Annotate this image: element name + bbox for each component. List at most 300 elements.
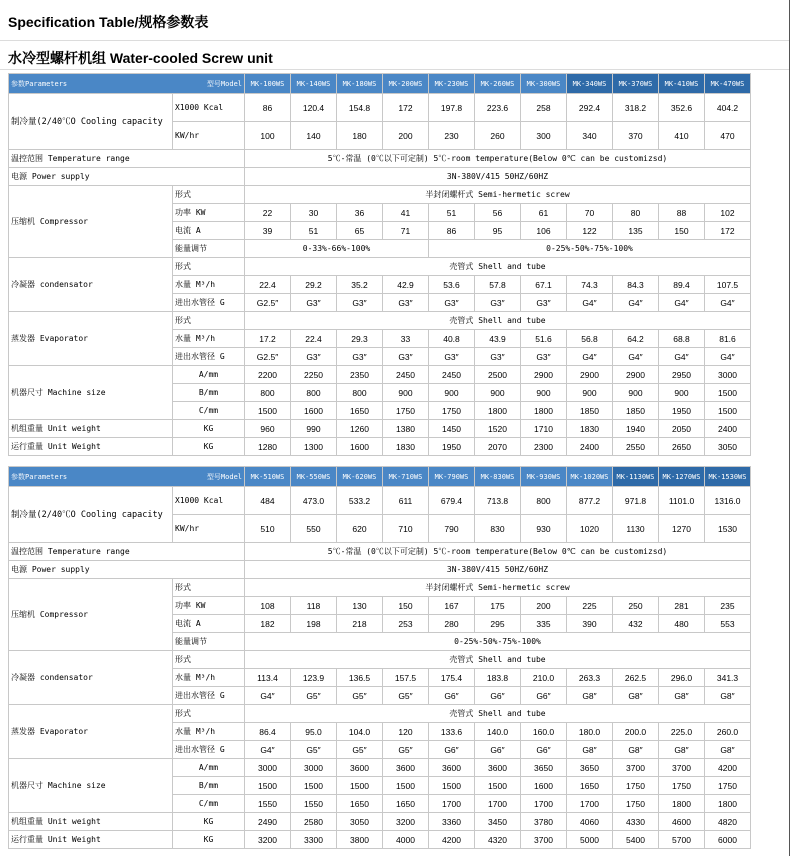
run-weight-value: 3300 xyxy=(291,831,337,849)
size-c-value: 1550 xyxy=(291,795,337,813)
unit-weight-value: 1450 xyxy=(429,420,475,438)
evaporator-water-value: 86.4 xyxy=(245,723,291,741)
water-flow-label: 水量 M³/h xyxy=(173,276,245,294)
size-a-value: 3600 xyxy=(337,759,383,777)
kcal-unit: X1000 Kcal xyxy=(173,487,245,515)
unit-weight-value: 1520 xyxy=(475,420,521,438)
compressor-form-value: 半封闭螺杆式 Semi-hermetic screw xyxy=(245,579,751,597)
size-b-value: 1500 xyxy=(291,777,337,795)
model-header: MK-340WS xyxy=(567,74,613,94)
divider xyxy=(0,40,790,41)
condenser-pipe-value: G8″ xyxy=(613,687,659,705)
size-a-value: 4200 xyxy=(705,759,751,777)
condenser-pipe-value: G8″ xyxy=(567,687,613,705)
model-header: MK-930WS xyxy=(521,467,567,487)
page-edge-line xyxy=(789,0,790,856)
size-b-value: 1750 xyxy=(705,777,751,795)
condenser-pipe-value: G3″ xyxy=(383,294,429,312)
size-b-value: 1650 xyxy=(567,777,613,795)
kcal-value: 1101.0 xyxy=(659,487,705,515)
evaporator-pipe-value: G6″ xyxy=(475,741,521,759)
condenser-pipe-value: G4″ xyxy=(659,294,705,312)
kw-value: 470 xyxy=(705,122,751,150)
kw-value: 510 xyxy=(245,515,291,543)
size-a-value: 2900 xyxy=(613,366,659,384)
pipe-dia-label: 进出水管径 G xyxy=(173,294,245,312)
compressor-current-value: 335 xyxy=(521,615,567,633)
compressor-power-value: 150 xyxy=(383,597,429,615)
temp-range-label: 温控范围 Temperature range xyxy=(9,150,245,168)
run-weight-label: 运行重量 Unit Weight xyxy=(9,831,173,849)
cooling-capacity-label: 制冷量(2/40℃O Cooling capacity xyxy=(9,94,173,150)
capacity-adj-value: 0-25%-50%-75%-100% xyxy=(429,240,751,258)
condenser-pipe-value: G2.5″ xyxy=(245,294,291,312)
condenser-pipe-value: G5″ xyxy=(337,687,383,705)
current-a-label: 电流 A xyxy=(173,615,245,633)
run-weight-value: 2400 xyxy=(567,438,613,456)
power-supply-value: 3N-380V/415 50HZ/60HZ xyxy=(245,561,751,579)
evaporator-water-value: 104.0 xyxy=(337,723,383,741)
unit-weight-value: 3050 xyxy=(337,813,383,831)
size-a-value: 3000 xyxy=(245,759,291,777)
kcal-value: 679.4 xyxy=(429,487,475,515)
size-c-value: 1550 xyxy=(245,795,291,813)
compressor-power-value: 167 xyxy=(429,597,475,615)
condenser-pipe-value: G6″ xyxy=(521,687,567,705)
machine-size-label: 机器尺寸 Machine size xyxy=(9,759,173,813)
evaporator-water-value: 17.2 xyxy=(245,330,291,348)
size-b-value: 1500 xyxy=(383,777,429,795)
compressor-label: 压缩机 Compressor xyxy=(9,579,173,651)
unit-weight-value: 990 xyxy=(291,420,337,438)
size-b-value: 800 xyxy=(291,384,337,402)
size-a-value: 3600 xyxy=(429,759,475,777)
condenser-form-value: 壳管式 Shell and tube xyxy=(245,651,751,669)
power-supply-label: 电源 Power supply xyxy=(9,561,245,579)
evaporator-water-value: 33 xyxy=(383,330,429,348)
kw-value: 1130 xyxy=(613,515,659,543)
run-weight-value: 4000 xyxy=(383,831,429,849)
condenser-pipe-value: G6″ xyxy=(475,687,521,705)
kcal-value: 877.2 xyxy=(567,487,613,515)
run-weight-value: 1600 xyxy=(337,438,383,456)
run-weight-value: 3700 xyxy=(521,831,567,849)
evaporator-pipe-value: G3″ xyxy=(337,348,383,366)
size-b-value: 1500 xyxy=(705,384,751,402)
kg-unit: KG xyxy=(173,813,245,831)
kw-value: 340 xyxy=(567,122,613,150)
water-flow-label: 水量 M³/h xyxy=(173,330,245,348)
evaporator-pipe-value: G8″ xyxy=(705,741,751,759)
evaporator-label: 蒸发器 Evaporator xyxy=(9,705,173,759)
pipe-dia-label: 进出水管径 G xyxy=(173,348,245,366)
size-a-value: 2500 xyxy=(475,366,521,384)
compressor-power-value: 281 xyxy=(659,597,705,615)
kcal-value: 713.8 xyxy=(475,487,521,515)
compressor-current-value: 150 xyxy=(659,222,705,240)
compressor-current-value: 390 xyxy=(567,615,613,633)
header-params-model xyxy=(9,74,245,94)
evaporator-pipe-value: G4″ xyxy=(659,348,705,366)
evaporator-pipe-value: G3″ xyxy=(521,348,567,366)
spec-table-1 xyxy=(8,73,751,456)
compressor-current-value: 295 xyxy=(475,615,521,633)
run-weight-value: 5700 xyxy=(659,831,705,849)
kw-value: 710 xyxy=(383,515,429,543)
section-title: 水冷型螺杆机组 Water-cooled Screw unit xyxy=(8,50,273,66)
kw-value: 200 xyxy=(383,122,429,150)
header-params-model xyxy=(9,467,245,487)
kcal-value: 533.2 xyxy=(337,487,383,515)
kw-value: 620 xyxy=(337,515,383,543)
size-a-value: 2900 xyxy=(567,366,613,384)
unit-weight-value: 4060 xyxy=(567,813,613,831)
condenser-water-value: 296.0 xyxy=(659,669,705,687)
power-kw-label: 功率 KW xyxy=(173,204,245,222)
size-c-value: 1650 xyxy=(337,795,383,813)
kw-value: 180 xyxy=(337,122,383,150)
temp-range-value: 5℃-常温 (0℃以下可定制) 5℃-room temperature(Below 0℃ can be customizsd) xyxy=(245,543,751,561)
evaporator-pipe-value: G4″ xyxy=(613,348,659,366)
evaporator-water-value: 40.8 xyxy=(429,330,475,348)
size-b-value: 1500 xyxy=(245,777,291,795)
size-c-value: 1500 xyxy=(245,402,291,420)
model-header: MK-230WS xyxy=(429,74,475,94)
size-c-value: 1600 xyxy=(291,402,337,420)
pipe-dia-label: 进出水管径 G xyxy=(173,687,245,705)
kw-value: 790 xyxy=(429,515,475,543)
size-c-value: 1500 xyxy=(705,402,751,420)
compressor-power-value: 102 xyxy=(705,204,751,222)
compressor-power-value: 88 xyxy=(659,204,705,222)
evaporator-pipe-value: G5″ xyxy=(383,741,429,759)
size-c-value: 1850 xyxy=(613,402,659,420)
size-a-value: 2200 xyxy=(245,366,291,384)
run-weight-value: 1280 xyxy=(245,438,291,456)
header-model-label: 型号Model xyxy=(206,472,242,481)
a-mm-label: A/mm xyxy=(173,759,245,777)
size-c-value: 1700 xyxy=(567,795,613,813)
compressor-power-value: 250 xyxy=(613,597,659,615)
kcal-value: 154.8 xyxy=(337,94,383,122)
size-a-value: 2900 xyxy=(521,366,567,384)
condenser-water-value: 107.5 xyxy=(705,276,751,294)
form-label: 形式 xyxy=(173,651,245,669)
condenser-water-value: 123.9 xyxy=(291,669,337,687)
kg-unit: KG xyxy=(173,420,245,438)
evaporator-pipe-value: G6″ xyxy=(429,741,475,759)
unit-weight-value: 960 xyxy=(245,420,291,438)
compressor-current-value: 122 xyxy=(567,222,613,240)
kcal-value: 484 xyxy=(245,487,291,515)
size-c-value: 1750 xyxy=(613,795,659,813)
run-weight-value: 3200 xyxy=(245,831,291,849)
evaporator-pipe-value: G3″ xyxy=(429,348,475,366)
temp-range-label: 温控范围 Temperature range xyxy=(9,543,245,561)
unit-weight-value: 2400 xyxy=(705,420,751,438)
compressor-power-value: 175 xyxy=(475,597,521,615)
capacity-adj-label: 能量调节 xyxy=(173,633,245,651)
kw-value: 300 xyxy=(521,122,567,150)
size-b-value: 1600 xyxy=(521,777,567,795)
kcal-value: 120.4 xyxy=(291,94,337,122)
evaporator-water-value: 22.4 xyxy=(291,330,337,348)
unit-weight-label: 机组重量 Unit weight xyxy=(9,813,173,831)
form-label: 形式 xyxy=(173,312,245,330)
form-label: 形式 xyxy=(173,186,245,204)
condenser-pipe-value: G4″ xyxy=(613,294,659,312)
kcal-value: 86 xyxy=(245,94,291,122)
compressor-current-value: 65 xyxy=(337,222,383,240)
kw-value: 1270 xyxy=(659,515,705,543)
kcal-value: 800 xyxy=(521,487,567,515)
size-b-value: 1750 xyxy=(659,777,705,795)
compressor-power-value: 130 xyxy=(337,597,383,615)
size-a-value: 3600 xyxy=(383,759,429,777)
kcal-unit: X1000 Kcal xyxy=(173,94,245,122)
condenser-water-value: 262.5 xyxy=(613,669,659,687)
power-supply-value: 3N-380V/415 50HZ/60HZ xyxy=(245,168,751,186)
condenser-label: 冷凝器 condensator xyxy=(9,258,173,312)
compressor-current-value: 95 xyxy=(475,222,521,240)
evaporator-pipe-value: G5″ xyxy=(337,741,383,759)
compressor-power-value: 80 xyxy=(613,204,659,222)
size-b-value: 1500 xyxy=(475,777,521,795)
condenser-water-value: 157.5 xyxy=(383,669,429,687)
compressor-current-value: 86 xyxy=(429,222,475,240)
kw-value: 550 xyxy=(291,515,337,543)
kw-value: 1020 xyxy=(567,515,613,543)
size-c-value: 1800 xyxy=(659,795,705,813)
size-a-value: 2950 xyxy=(659,366,705,384)
compressor-current-value: 253 xyxy=(383,615,429,633)
size-b-value: 800 xyxy=(337,384,383,402)
header-params-label: 参数Parameters xyxy=(11,79,68,88)
compressor-power-value: 225 xyxy=(567,597,613,615)
size-b-value: 900 xyxy=(567,384,613,402)
unit-weight-value: 3200 xyxy=(383,813,429,831)
condenser-pipe-value: G4″ xyxy=(245,687,291,705)
evaporator-pipe-value: G5″ xyxy=(291,741,337,759)
evaporator-water-value: 180.0 xyxy=(567,723,613,741)
kw-value: 930 xyxy=(521,515,567,543)
compressor-current-value: 172 xyxy=(705,222,751,240)
size-c-value: 1750 xyxy=(429,402,475,420)
condenser-water-value: 84.3 xyxy=(613,276,659,294)
compressor-power-value: 30 xyxy=(291,204,337,222)
model-header: MK-1270WS xyxy=(659,467,705,487)
evaporator-water-value: 56.8 xyxy=(567,330,613,348)
unit-weight-value: 3360 xyxy=(429,813,475,831)
kcal-value: 197.8 xyxy=(429,94,475,122)
unit-weight-value: 2050 xyxy=(659,420,705,438)
size-a-value: 2450 xyxy=(383,366,429,384)
header-model-label: 型号Model xyxy=(206,79,242,88)
unit-weight-value: 4600 xyxy=(659,813,705,831)
compressor-current-value: 218 xyxy=(337,615,383,633)
condenser-label: 冷凝器 condensator xyxy=(9,651,173,705)
size-b-value: 1750 xyxy=(613,777,659,795)
c-mm-label: C/mm xyxy=(173,795,245,813)
size-a-value: 2350 xyxy=(337,366,383,384)
compressor-power-value: 118 xyxy=(291,597,337,615)
compressor-current-value: 51 xyxy=(291,222,337,240)
compressor-current-value: 182 xyxy=(245,615,291,633)
run-weight-value: 4200 xyxy=(429,831,475,849)
evaporator-water-value: 200.0 xyxy=(613,723,659,741)
model-header: MK-470WS xyxy=(705,74,751,94)
size-b-value: 1500 xyxy=(337,777,383,795)
unit-weight-value: 3780 xyxy=(521,813,567,831)
size-b-value: 900 xyxy=(659,384,705,402)
evaporator-water-value: 120 xyxy=(383,723,429,741)
size-c-value: 1700 xyxy=(429,795,475,813)
condenser-water-value: 341.3 xyxy=(705,669,751,687)
kcal-value: 223.6 xyxy=(475,94,521,122)
compressor-power-value: 61 xyxy=(521,204,567,222)
kg-unit: KG xyxy=(173,438,245,456)
unit-weight-value: 4820 xyxy=(705,813,751,831)
b-mm-label: B/mm xyxy=(173,384,245,402)
condenser-pipe-value: G3″ xyxy=(337,294,383,312)
run-weight-value: 2070 xyxy=(475,438,521,456)
condenser-water-value: 29.2 xyxy=(291,276,337,294)
evaporator-water-value: 68.8 xyxy=(659,330,705,348)
condenser-pipe-value: G4″ xyxy=(705,294,751,312)
evaporator-pipe-value: G3″ xyxy=(475,348,521,366)
size-b-value: 800 xyxy=(245,384,291,402)
compressor-power-value: 70 xyxy=(567,204,613,222)
size-a-value: 3600 xyxy=(475,759,521,777)
condenser-pipe-value: G3″ xyxy=(475,294,521,312)
capacity-adj-value: 0-33%-66%-100% xyxy=(245,240,429,258)
header-params-label: 参数Parameters xyxy=(11,472,68,481)
size-b-value: 900 xyxy=(383,384,429,402)
run-weight-value: 2550 xyxy=(613,438,659,456)
unit-weight-value: 2580 xyxy=(291,813,337,831)
kcal-value: 1316.0 xyxy=(705,487,751,515)
condenser-pipe-value: G8″ xyxy=(659,687,705,705)
model-header: MK-710WS xyxy=(383,467,429,487)
condenser-pipe-value: G8″ xyxy=(705,687,751,705)
condenser-water-value: 42.9 xyxy=(383,276,429,294)
kw-unit: KW/hr xyxy=(173,122,245,150)
evaporator-water-value: 133.6 xyxy=(429,723,475,741)
kw-value: 830 xyxy=(475,515,521,543)
kcal-value: 258 xyxy=(521,94,567,122)
compressor-current-value: 480 xyxy=(659,615,705,633)
condenser-pipe-value: G3″ xyxy=(429,294,475,312)
condenser-form-value: 壳管式 Shell and tube xyxy=(245,258,751,276)
size-a-value: 3650 xyxy=(567,759,613,777)
evaporator-water-value: 29.3 xyxy=(337,330,383,348)
unit-weight-value: 1260 xyxy=(337,420,383,438)
run-weight-value: 1950 xyxy=(429,438,475,456)
unit-weight-value: 3450 xyxy=(475,813,521,831)
condenser-water-value: 53.6 xyxy=(429,276,475,294)
power-kw-label: 功率 KW xyxy=(173,597,245,615)
evaporator-pipe-value: G4″ xyxy=(567,348,613,366)
size-c-value: 1750 xyxy=(383,402,429,420)
condenser-water-value: 113.4 xyxy=(245,669,291,687)
unit-weight-value: 2490 xyxy=(245,813,291,831)
model-header: MK-510WS xyxy=(245,467,291,487)
kw-value: 410 xyxy=(659,122,705,150)
model-header: MK-300WS xyxy=(521,74,567,94)
compressor-current-value: 71 xyxy=(383,222,429,240)
model-header: MK-1020WS xyxy=(567,467,613,487)
condenser-pipe-value: G6″ xyxy=(429,687,475,705)
evaporator-water-value: 260.0 xyxy=(705,723,751,741)
divider xyxy=(0,69,790,70)
water-flow-label: 水量 M³/h xyxy=(173,723,245,741)
run-weight-value: 6000 xyxy=(705,831,751,849)
size-c-value: 1650 xyxy=(383,795,429,813)
compressor-current-value: 135 xyxy=(613,222,659,240)
size-b-value: 1500 xyxy=(429,777,475,795)
size-c-value: 1700 xyxy=(521,795,567,813)
size-c-value: 1800 xyxy=(521,402,567,420)
cooling-capacity-label: 制冷量(2/40℃O Cooling capacity xyxy=(9,487,173,543)
compressor-current-value: 198 xyxy=(291,615,337,633)
unit-weight-value: 4330 xyxy=(613,813,659,831)
kcal-value: 352.6 xyxy=(659,94,705,122)
compressor-current-value: 553 xyxy=(705,615,751,633)
condenser-pipe-value: G3″ xyxy=(521,294,567,312)
kcal-value: 318.2 xyxy=(613,94,659,122)
size-b-value: 900 xyxy=(521,384,567,402)
run-weight-value: 2300 xyxy=(521,438,567,456)
compressor-power-value: 56 xyxy=(475,204,521,222)
size-c-value: 1800 xyxy=(705,795,751,813)
compressor-power-value: 22 xyxy=(245,204,291,222)
run-weight-value: 4320 xyxy=(475,831,521,849)
size-a-value: 3650 xyxy=(521,759,567,777)
page-title: Specification Table/规格参数表 xyxy=(8,14,209,30)
evaporator-pipe-value: G8″ xyxy=(659,741,705,759)
size-b-value: 900 xyxy=(475,384,521,402)
b-mm-label: B/mm xyxy=(173,777,245,795)
model-header: MK-1530WS xyxy=(705,467,751,487)
unit-weight-value: 1380 xyxy=(383,420,429,438)
model-header: MK-620WS xyxy=(337,467,383,487)
condenser-water-value: 263.3 xyxy=(567,669,613,687)
kw-value: 1530 xyxy=(705,515,751,543)
run-weight-value: 1300 xyxy=(291,438,337,456)
model-header: MK-830WS xyxy=(475,467,521,487)
size-c-value: 1650 xyxy=(337,402,383,420)
evaporator-water-value: 64.2 xyxy=(613,330,659,348)
kw-value: 370 xyxy=(613,122,659,150)
kw-value: 230 xyxy=(429,122,475,150)
kcal-value: 172 xyxy=(383,94,429,122)
evaporator-pipe-value: G3″ xyxy=(291,348,337,366)
unit-weight-label: 机组重量 Unit weight xyxy=(9,420,173,438)
condenser-water-value: 89.4 xyxy=(659,276,705,294)
compressor-power-value: 36 xyxy=(337,204,383,222)
capacity-adj-label: 能量调节 xyxy=(173,240,245,258)
condenser-water-value: 183.8 xyxy=(475,669,521,687)
compressor-power-value: 108 xyxy=(245,597,291,615)
evaporator-pipe-value: G4″ xyxy=(705,348,751,366)
run-weight-value: 5400 xyxy=(613,831,659,849)
run-weight-label: 运行重量 Unit Weight xyxy=(9,438,173,456)
evaporator-form-value: 壳管式 Shell and tube xyxy=(245,312,751,330)
evaporator-water-value: 43.9 xyxy=(475,330,521,348)
condenser-water-value: 175.4 xyxy=(429,669,475,687)
compressor-label: 压缩机 Compressor xyxy=(9,186,173,258)
a-mm-label: A/mm xyxy=(173,366,245,384)
